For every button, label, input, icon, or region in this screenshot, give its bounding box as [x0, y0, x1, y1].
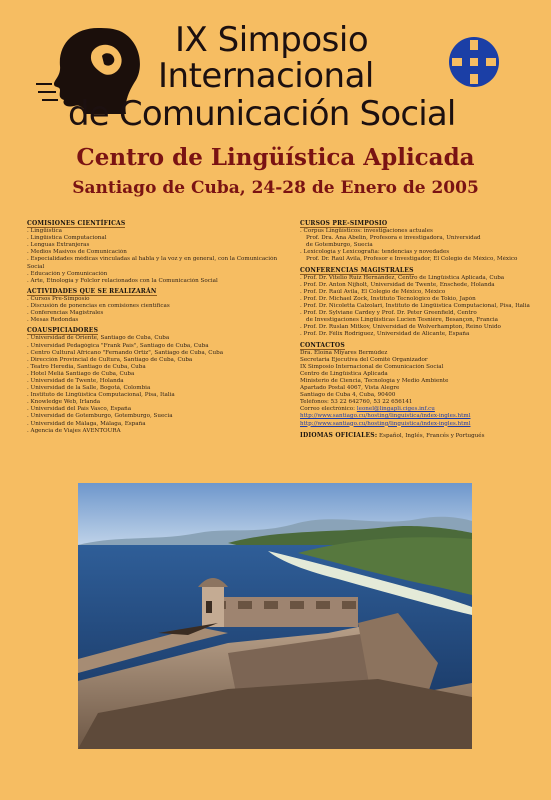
list-item: . Cursos Pre-Simposio — [27, 295, 90, 302]
contacts-block — [300, 350, 530, 428]
list-item: Social — [27, 263, 45, 270]
list-item: . Universidad de Gotemburgo, Gotemburgo, Suecia — [27, 413, 173, 420]
languages-row — [300, 432, 530, 440]
courses-list — [300, 228, 530, 263]
title-line-1: IX Simposio — [175, 20, 369, 60]
list-item: . Discusión de ponencias en comisiones científicas — [27, 303, 170, 310]
section-heading: CURSOS PRE-SIMPOSIO — [300, 220, 388, 227]
list-item: . Dirección Provincial de Cultura, Santiago de Cuba, Cuba — [27, 356, 193, 363]
subtitle: Centro de Lingüística Aplicada — [76, 144, 475, 171]
section-heading: COMISIONES CIENTÍFICAS — [27, 220, 126, 227]
email-label: Correo electrónico: — [300, 406, 356, 413]
fortress-photo — [78, 483, 472, 749]
lectures-list — [300, 275, 530, 339]
event-dates: Santiago de Cuba, 24-28 de Enero de 2005 — [72, 178, 479, 198]
list-item: . Lingüística — [27, 228, 63, 235]
left-column — [27, 220, 287, 435]
list-item: . Prof. Dr. Vitelio Ruiz Hernández, Centro de Lingüística Aplicada, Cuba — [300, 274, 505, 281]
list-item: . Lenguas Extranjeras — [27, 242, 90, 249]
institution-logo-icon — [448, 36, 500, 88]
contact-line: Secretaria Ejecutiva del Comité Organizador — [300, 356, 428, 363]
website-link[interactable]: http://www.santiago.cu/hosting/linguistica/index-ingles.html — [300, 420, 471, 427]
commissions-list — [27, 228, 287, 285]
list-item: . Prof. Dr. Raúl Ávila, El Colegio de México, México — [300, 288, 446, 295]
contact-line: Ministerio de Ciencia, Tecnología y Medio Ambiente — [300, 377, 449, 384]
list-item: . Mesas Redondas — [27, 317, 79, 324]
list-item: . Lingüística Computacional — [27, 235, 107, 242]
list-item: . Universidad del País Vasco, España — [27, 406, 132, 413]
section-heading: CONTACTOS — [300, 341, 345, 349]
list-item: . Universidad Pedagógica "Frank País", Santiago de Cuba, Cuba — [27, 342, 209, 349]
cosponsors-list — [27, 335, 287, 434]
list-item: . Agencia de Viajes AVENTOURA — [27, 427, 121, 434]
list-item: de Investigaciones Lingüísticas Lucien Tesnière, Besançon, Francia — [306, 317, 499, 324]
list-item: . Hotel Meliá Santiago de Cuba, Cuba — [27, 370, 135, 377]
list-item: . Prof. Dr. Ruslan Mitkov, Universidad de Wolverhampton, Reino Unido — [300, 324, 501, 331]
contact-line: IX Simposio Internacional de Comunicación Social — [300, 363, 444, 370]
activities-list — [27, 296, 287, 324]
list-item: . Universidad de Málaga, Málaga, España — [27, 420, 146, 427]
list-item: . Especialidades médicas vinculadas al habla y la voz y en general, con la Comunicación — [27, 256, 278, 263]
list-item: . Prof. Dr. Sylviane Cardey y Prof. Dr. Peter Greenfield, Centro — [300, 310, 477, 317]
section-heading: COAUSPICIADORES — [27, 327, 99, 335]
contact-line: Santiago de Cuba 4, Cuba, 90400 — [300, 392, 396, 399]
list-item: . Universidad de Twente, Holanda — [27, 377, 124, 384]
section-heading: CONFERENCIAS MAGISTRALES — [300, 266, 414, 274]
email-row — [300, 406, 530, 413]
fortress-illustration — [78, 483, 472, 749]
title-line-2: Internacional — [158, 56, 374, 96]
list-item: . Prof. Dr. Michael Zock, Instituto Tecnológico de Tokio, Japón — [300, 295, 476, 302]
contact-line: Dra. Eloína Miyares Bermúdez — [300, 349, 388, 356]
list-item: . Conferencias Magistrales — [27, 310, 104, 317]
list-item: Prof. Dr. Raúl Ávila, Profesor e Investigador, El Colegio de México, México — [306, 256, 518, 263]
list-item: . Teatro Heredia, Santiago de Cuba, Cuba — [27, 363, 146, 370]
list-item: . Knowledge Web, Irlanda — [27, 399, 101, 406]
email-link[interactable]: leonel@lingapli.ciges.inf.cu — [356, 406, 435, 413]
contact-line: Teléfonos: 53 22 642760, 53 22 656141 — [300, 399, 413, 406]
languages-value: Español, Inglés, Francés y Portugués — [379, 432, 485, 439]
list-item: . Universidad de la Salle, Bogotá, Colombia — [27, 385, 151, 392]
list-item: . Educación y Comunicación — [27, 270, 108, 277]
list-item: . Centro Cultural Africano "Fernando Ortiz", Santiago de Cuba, Cuba — [27, 349, 224, 356]
list-item: . Universidad de Oriente, Santiago de Cuba, Cuba — [27, 335, 170, 342]
contact-line: Centro de Lingüística Aplicada — [300, 370, 388, 377]
list-item: Prof. Dra. Ana Abelin, Profesora e investigadora, Universidad — [306, 235, 481, 242]
title-line-3: de Comunicación Social — [68, 94, 456, 134]
section-heading: ACTIVIDADES QUE SE REALIZARÁN — [27, 287, 157, 295]
list-item: . Corpus Lingüísticos: investigaciones actuales — [300, 228, 433, 235]
list-item: . Prof. Dr. Anton Nijholt, Universidad de Twente, Enschede, Holanda — [300, 281, 495, 288]
right-column — [300, 220, 530, 440]
list-item: . Prof. Dr. Félix Rodríguez, Universidad de Alicante, España — [300, 331, 470, 338]
list-item: . Prof. Dr. Nicoletta Calzolari, Instituto de Lingüística Computacional, Pisa, Italia — [300, 303, 530, 310]
contact-line: Apartado Postal 4067, Vista Alegre — [300, 385, 400, 392]
list-item: . Instituto de Lingüística Computacional, Pisa, Italia — [27, 392, 175, 399]
list-item: . Arte, Etnología y Folclor relacionados con la Comunicación Social — [27, 277, 218, 284]
languages-label: IDIOMAS OFICIALES: — [300, 431, 378, 439]
list-item: . Medios Masivos de Comunicación — [27, 249, 127, 256]
website-link[interactable]: http://www.santiago.cu/hosting/linguistica/index-ingles.html — [300, 413, 471, 420]
list-item: de Gotemburgo, Suecia — [306, 242, 373, 249]
list-item: . Lexicología y Lexicografía: tendencias y novedades — [300, 249, 450, 256]
